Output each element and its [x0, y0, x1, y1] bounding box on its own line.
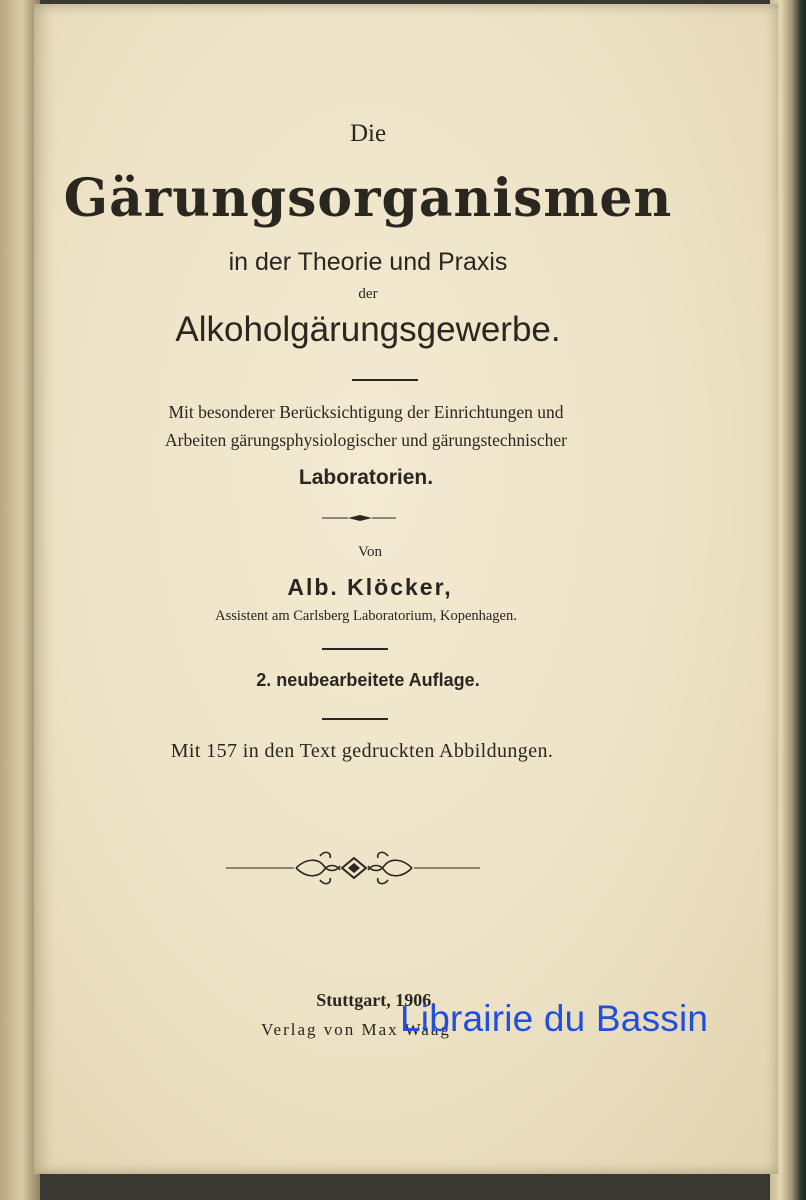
author-role: Assistent am Carlsberg Laboratorium, Kopenhagen.: [215, 608, 517, 624]
divider-rule-3: [322, 718, 388, 720]
edition: 2. neubearbeitete Auflage.: [256, 670, 480, 690]
watermark-text: Librairie du Bassin: [400, 998, 709, 1039]
place-and-year: Stuttgart, 1906.: [316, 990, 436, 1010]
divider-rule-1: [352, 379, 418, 381]
description-line-1: Mit besonderer Berücksichtigung der Einrichtungen und: [168, 402, 564, 422]
small-ornament-icon: [320, 510, 400, 526]
subtitle-der: der: [358, 286, 378, 302]
subtitle-line-1: in der Theorie und Praxis: [228, 248, 508, 276]
illustrations-note: Mit 157 in den Text gedruckten Abbildungen.: [170, 740, 554, 762]
by-label: Von: [358, 544, 382, 560]
description-line-3: Laboratorien.: [298, 466, 434, 489]
publisher: Verlag von Max Waag: [261, 1020, 451, 1039]
divider-rule-2: [322, 648, 388, 650]
main-title: Gärungsorganismen: [63, 168, 673, 229]
subtitle-line-2: Alkoholgärungsgewerbe.: [175, 310, 561, 349]
author-name: Alb. Klöcker,: [287, 574, 453, 600]
decorative-ornament-icon: [224, 848, 484, 888]
title-prefix: Die: [349, 120, 387, 147]
description-line-2: Arbeiten gärungsphysiologischer und gärungstechnischer: [165, 430, 567, 450]
